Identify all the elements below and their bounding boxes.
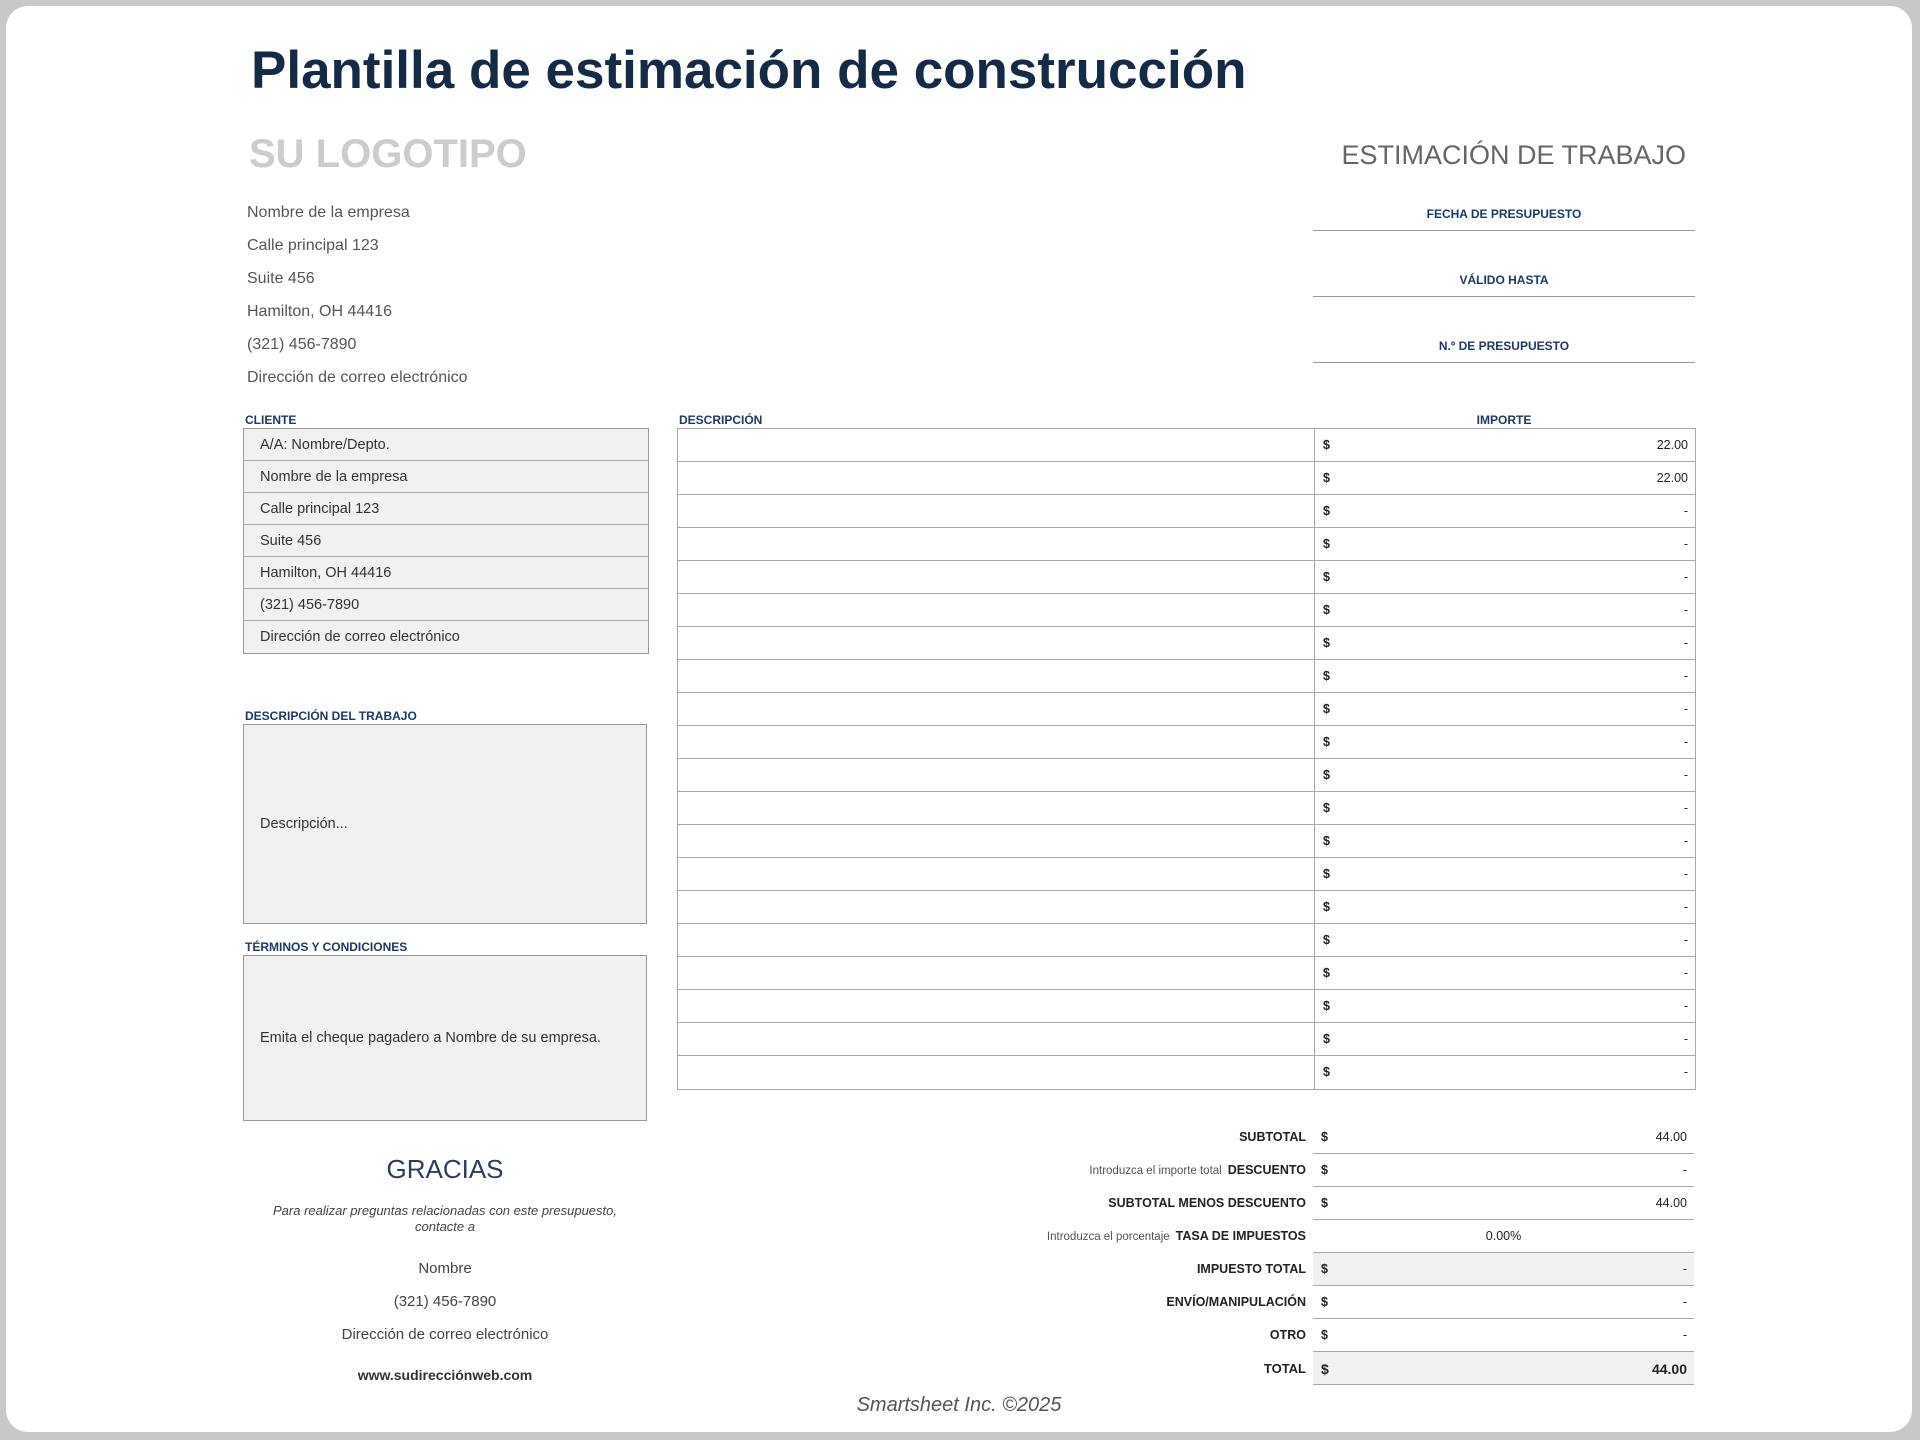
line-item-description[interactable] <box>678 693 1315 725</box>
currency-symbol: $ <box>1321 1328 1328 1342</box>
line-item-amount[interactable] <box>1315 825 1695 857</box>
currency-symbol: $ <box>1323 834 1330 848</box>
currency-symbol: $ <box>1323 867 1330 881</box>
shipping-value: - <box>1682 1295 1687 1309</box>
line-item-amount[interactable] <box>1315 858 1695 890</box>
currency-symbol: $ <box>1323 999 1330 1013</box>
subtotal-less-discount-cell <box>1313 1187 1694 1220</box>
tax-rate-cell[interactable] <box>1313 1220 1694 1253</box>
job-description-text: Descripción... <box>260 816 348 832</box>
tax-total-value: - <box>1682 1262 1687 1276</box>
line-item-amount[interactable] <box>1315 957 1695 989</box>
currency-symbol: $ <box>1321 1130 1328 1144</box>
line-item-amount-value: - <box>1683 1032 1688 1046</box>
currency-symbol: $ <box>1323 966 1330 980</box>
line-item-row <box>678 924 1695 957</box>
line-item-description[interactable] <box>678 825 1315 857</box>
line-item-description[interactable] <box>678 429 1315 461</box>
line-item-amount-value: 22.00 <box>1656 471 1688 485</box>
line-item-row <box>678 825 1695 858</box>
terms-box[interactable] <box>243 955 647 1121</box>
currency-symbol: $ <box>1323 570 1330 584</box>
line-item-row <box>678 693 1695 726</box>
currency-symbol: $ <box>1323 702 1330 716</box>
company-suite: Suite 456 <box>247 270 315 287</box>
line-item-row <box>678 990 1695 1023</box>
valid-until-label: VÁLIDO HASTA <box>1459 273 1549 287</box>
line-item-amount[interactable] <box>1315 924 1695 956</box>
subtotal-value: 44.00 <box>1655 1130 1687 1144</box>
line-item-amount-value: - <box>1683 933 1688 947</box>
tax-rate-label-group <box>1047 1229 1306 1243</box>
totals-block <box>677 1121 1694 1385</box>
line-item-description[interactable] <box>678 924 1315 956</box>
subtotal-cell <box>1313 1121 1694 1154</box>
currency-symbol: $ <box>1323 900 1330 914</box>
line-item-description[interactable] <box>678 627 1315 659</box>
line-item-description[interactable] <box>678 462 1315 494</box>
description-header: DESCRIPCIÓN <box>679 413 763 427</box>
subtotal-less-discount-row <box>677 1187 1694 1220</box>
line-item-amount-value: - <box>1683 735 1688 749</box>
currency-symbol: $ <box>1321 1196 1328 1210</box>
shipping-row <box>677 1286 1694 1319</box>
line-item-row <box>678 660 1695 693</box>
line-item-amount-value: - <box>1683 834 1688 848</box>
currency-symbol: $ <box>1321 1163 1328 1177</box>
line-item-amount[interactable] <box>1315 495 1695 527</box>
line-item-row <box>678 726 1695 759</box>
currency-symbol: $ <box>1321 1295 1328 1309</box>
line-item-amount[interactable] <box>1315 627 1695 659</box>
line-item-amount-value: - <box>1683 900 1688 914</box>
estimate-sheet <box>6 6 1912 1432</box>
company-phone: (321) 456-7890 <box>247 336 357 353</box>
discount-cell[interactable] <box>1313 1154 1694 1187</box>
line-item-amount[interactable] <box>1315 891 1695 923</box>
line-item-row <box>678 528 1695 561</box>
website-link[interactable]: www.sudirecciónweb.com <box>357 1367 533 1383</box>
currency-symbol: $ <box>1323 735 1330 749</box>
subtotal-row <box>677 1121 1694 1154</box>
line-item-amount-value: - <box>1683 504 1688 518</box>
other-label: OTRO <box>1269 1328 1306 1342</box>
client-row[interactable]: Dirección de correo electrónico <box>244 621 648 653</box>
line-item-description[interactable] <box>678 495 1315 527</box>
currency-symbol: $ <box>1323 471 1330 485</box>
client-row[interactable]: Calle principal 123 <box>244 493 648 525</box>
client-row[interactable]: Suite 456 <box>244 525 648 557</box>
total-label: TOTAL <box>1263 1361 1306 1376</box>
thanks-heading: GRACIAS <box>386 1154 504 1184</box>
line-item-row <box>678 1023 1695 1056</box>
client-row[interactable]: Nombre de la empresa <box>244 461 648 493</box>
other-value: - <box>1682 1328 1687 1342</box>
discount-label-group <box>1089 1163 1306 1177</box>
currency-symbol: $ <box>1323 768 1330 782</box>
quote-date-field[interactable] <box>1313 230 1695 231</box>
line-item-description[interactable] <box>678 957 1315 989</box>
company-email: Dirección de correo electrónico <box>247 369 468 386</box>
line-item-description[interactable] <box>678 990 1315 1022</box>
discount-label: DESCUENTO <box>1227 1163 1306 1177</box>
client-label: CLIENTE <box>245 413 297 427</box>
job-description-label: DESCRIPCIÓN DEL TRABAJO <box>245 709 417 723</box>
currency-symbol: $ <box>1323 801 1330 815</box>
subtotal-label: SUBTOTAL <box>1239 1130 1306 1144</box>
tax-rate-value: 0.00% <box>1485 1229 1522 1243</box>
contact-email: Dirección de correo electrónico <box>341 1326 549 1343</box>
line-item-amount[interactable] <box>1315 726 1695 758</box>
line-item-amount-value: 22.00 <box>1656 438 1688 452</box>
line-items-table <box>677 428 1696 1090</box>
currency-symbol: $ <box>1323 537 1330 551</box>
line-item-row <box>678 957 1695 990</box>
shipping-label: ENVÍO/MANIPULACIÓN <box>1166 1295 1306 1309</box>
line-item-description[interactable] <box>678 792 1315 824</box>
currency-symbol: $ <box>1321 1262 1328 1276</box>
line-item-row <box>678 429 1695 462</box>
client-row[interactable]: (321) 456-7890 <box>244 589 648 621</box>
line-item-amount-value: - <box>1683 537 1688 551</box>
line-item-row <box>678 1056 1695 1089</box>
other-cell[interactable] <box>1313 1319 1694 1352</box>
line-item-row <box>678 594 1695 627</box>
currency-symbol: $ <box>1323 1065 1330 1079</box>
company-street: Calle principal 123 <box>247 237 379 254</box>
line-item-amount-value: - <box>1683 636 1688 650</box>
line-item-row <box>678 462 1695 495</box>
footer-copyright: Smartsheet Inc. ©2025 <box>856 1394 1062 1416</box>
client-row[interactable]: A/A: Nombre/Depto. <box>244 429 648 461</box>
job-description-box[interactable] <box>243 724 647 924</box>
line-item-amount[interactable] <box>1315 594 1695 626</box>
line-item-amount[interactable] <box>1315 792 1695 824</box>
line-item-amount[interactable] <box>1315 429 1695 461</box>
line-item-description[interactable] <box>678 561 1315 593</box>
line-item-amount-value: - <box>1683 1065 1688 1079</box>
line-item-amount-value: - <box>1683 570 1688 584</box>
line-item-amount-value: - <box>1683 702 1688 716</box>
line-item-row <box>678 627 1695 660</box>
total-cell <box>1313 1352 1694 1385</box>
line-item-amount[interactable] <box>1315 990 1695 1022</box>
tax-total-cell <box>1313 1253 1694 1286</box>
line-item-description[interactable] <box>678 528 1315 560</box>
line-item-amount-value: - <box>1683 768 1688 782</box>
discount-hint: Introduzca el importe total <box>1089 1165 1222 1177</box>
currency-symbol: $ <box>1323 933 1330 947</box>
line-item-amount[interactable] <box>1315 759 1695 791</box>
contact-phone: (321) 456-7890 <box>393 1293 497 1310</box>
client-row[interactable]: Hamilton, OH 44416 <box>244 557 648 589</box>
currency-symbol: $ <box>1321 1361 1329 1377</box>
total-value: 44.00 <box>1651 1361 1687 1377</box>
line-item-amount-value: - <box>1683 999 1688 1013</box>
tax-rate-hint: Introduzca el porcentaje <box>1046 1231 1170 1243</box>
subtotal-less-discount-value: 44.00 <box>1655 1196 1687 1210</box>
line-item-amount[interactable] <box>1315 1023 1695 1055</box>
company-name: Nombre de la empresa <box>247 204 410 221</box>
company-city: Hamilton, OH 44416 <box>247 303 392 320</box>
tax-total-label: IMPUESTO TOTAL <box>1196 1262 1306 1276</box>
contact-name: Nombre <box>418 1260 472 1277</box>
line-item-description[interactable] <box>678 858 1315 890</box>
quote-date-label: FECHA DE PRESUPUESTO <box>1426 207 1582 221</box>
line-item-amount[interactable] <box>1315 528 1695 560</box>
line-item-description[interactable] <box>678 891 1315 923</box>
terms-text: Emita el cheque pagadero a Nombre de su empresa. <box>260 1030 601 1046</box>
line-item-description[interactable] <box>678 594 1315 626</box>
line-item-amount-value: - <box>1683 867 1688 881</box>
currency-symbol: $ <box>1323 1032 1330 1046</box>
line-item-amount[interactable] <box>1315 462 1695 494</box>
line-item-row <box>678 792 1695 825</box>
line-item-description[interactable] <box>678 759 1315 791</box>
subtotal-less-discount-label: SUBTOTAL MENOS DESCUENTO <box>1108 1196 1306 1210</box>
currency-symbol: $ <box>1323 669 1330 683</box>
line-item-row <box>678 561 1695 594</box>
quote-number-label: N.º DE PRESUPUESTO <box>1438 339 1570 353</box>
tax-rate-label: TASA DE IMPUESTOS <box>1175 1229 1306 1243</box>
line-item-amount[interactable] <box>1315 1056 1695 1089</box>
document-type: ESTIMACIÓN DE TRABAJO <box>1341 140 1686 170</box>
amount-header: IMPORTE <box>1476 413 1532 427</box>
discount-row <box>677 1154 1694 1187</box>
discount-value: - <box>1682 1163 1687 1177</box>
page-title: Plantilla de estimación de construcción <box>251 41 1247 100</box>
shipping-cell[interactable] <box>1313 1286 1694 1319</box>
logo-placeholder: SU LOGOTIPO <box>249 132 527 176</box>
line-item-amount[interactable] <box>1315 561 1695 593</box>
line-item-row <box>678 858 1695 891</box>
currency-symbol: $ <box>1323 438 1330 452</box>
currency-symbol: $ <box>1323 636 1330 650</box>
line-item-amount-value: - <box>1683 603 1688 617</box>
currency-symbol: $ <box>1323 603 1330 617</box>
tax-total-row <box>677 1253 1694 1286</box>
line-item-amount-value: - <box>1683 669 1688 683</box>
thanks-note: Para realizar preguntas relacionadas con este presupuesto, contacte a <box>273 1203 617 1234</box>
line-item-row <box>678 891 1695 924</box>
line-item-amount-value: - <box>1683 801 1688 815</box>
line-item-row <box>678 495 1695 528</box>
currency-symbol: $ <box>1323 504 1330 518</box>
total-row <box>677 1352 1694 1385</box>
line-item-amount[interactable] <box>1315 660 1695 692</box>
line-item-description[interactable] <box>678 1056 1315 1089</box>
other-row <box>677 1319 1694 1352</box>
line-item-description[interactable] <box>678 1023 1315 1055</box>
line-item-row <box>678 759 1695 792</box>
quote-number-field[interactable] <box>1313 362 1695 363</box>
line-item-description[interactable] <box>678 726 1315 758</box>
tax-rate-row <box>677 1220 1694 1253</box>
line-item-amount-value: - <box>1683 966 1688 980</box>
client-box <box>243 428 649 654</box>
terms-label: TÉRMINOS Y CONDICIONES <box>245 940 408 954</box>
valid-until-field[interactable] <box>1313 296 1695 297</box>
line-item-description[interactable] <box>678 660 1315 692</box>
line-item-amount[interactable] <box>1315 693 1695 725</box>
